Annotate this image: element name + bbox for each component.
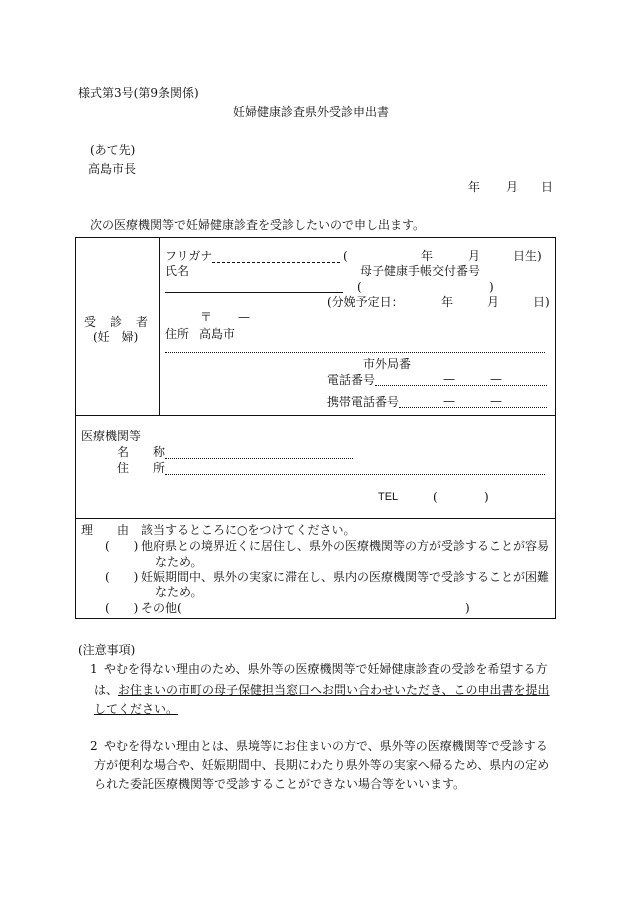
institution-name-label: 名 称 [117,445,166,459]
institution-tel-label: TEL [378,491,399,503]
reason-option-3-text: その他( [141,601,182,615]
address-field[interactable] [165,352,545,353]
section-divider-2 [76,518,555,519]
reason-label: 理 由 [81,523,130,537]
institution-name-field[interactable] [165,458,353,459]
mobile-label: 携帯電話番号 [327,395,400,409]
reason-option-1-checkbox[interactable]: ( ) [105,539,139,553]
note-2-line-1: やむを得ない理由とは、県境等にお住まいの方で、県外等の医療機関等で受診する [104,739,548,753]
date-year[interactable]: 年 [468,180,481,194]
due-date-label: (分娩予定日： [327,295,404,309]
note-1-line-2-underlined: お住まいの市町の母子保健担当窓口へお問い合わせいただき、この申出書を提出 [118,683,550,697]
applicant-section-sublabel: (妊 婦) [93,330,139,344]
mobile-field[interactable] [399,407,547,408]
note-2-line-3: られた委託医療機関等で受診することができない場合等をいいます。 [94,777,466,791]
form-title: 妊婦健康診査県外受診申出書 [233,105,390,119]
applicant-label-divider [159,238,160,416]
birth-day[interactable]: 日生) [513,249,542,263]
form-number: 様式第3号(第9条関係) [78,86,199,100]
date-month[interactable]: 月 [506,180,519,194]
note-2-number: 2 [90,739,98,753]
due-month[interactable]: 月 [487,295,500,309]
tel-paren-close: ) [484,490,489,504]
tel-paren-open[interactable]: ( [433,490,438,504]
handbook-number-label: 母子健康手帳交付番号 [360,264,481,278]
postal-mark-icon: 〒 [200,310,213,324]
form-box [75,237,556,619]
mobile-dash-1: — [443,394,455,408]
address-city: 高島市 [199,327,236,341]
reason-instruction: 該当するところに○をつけてください。 [141,523,356,537]
birth-year[interactable]: 年 [421,249,434,263]
addressee-label: (あて先) [90,143,136,157]
institution-heading: 医療機関等 [81,429,142,443]
intro-text: 次の医療機関等で妊婦健康診査を受診したいので申し出ます。 [90,218,426,232]
reason-option-1-text: 他府県との境界近くに居住し、県外の医療機関等の方が受診することが容易 [141,539,550,553]
due-day[interactable]: 日) [533,295,550,309]
reason-option-1-text-cont: なため。 [155,555,203,569]
phone-dash-1: — [443,372,455,386]
birth-month[interactable]: 月 [468,249,481,263]
institution-address-label: 住 所 [117,461,166,475]
due-year[interactable]: 年 [441,295,454,309]
section-divider-1 [76,415,555,416]
address-label: 住所 [165,327,190,341]
note-1-number: 1 [90,662,98,676]
furigana-label: フリガナ [165,249,213,263]
birth-open: ( [343,249,348,263]
note-1-line-3-underlined: してください。 [94,702,179,716]
handbook-paren-close: ) [489,280,494,294]
mobile-dash-2: — [490,394,502,408]
handbook-paren-open: ( [357,280,362,294]
note-1-line-1: やむを得ない理由のため、県外等の医療機関等で妊婦健康診査の受診を希望する方 [104,662,548,676]
reason-option-2-text-cont: なため。 [155,585,203,599]
applicant-section-label: 受 診 者 [84,315,150,329]
phone-field[interactable] [375,385,547,386]
notes-heading: (注意事項) [78,643,136,657]
area-code-label: 市外局番 [363,357,412,371]
reason-option-2-checkbox[interactable]: ( ) [105,570,139,584]
reason-option-3-close: ) [465,601,470,615]
note-2-line-2: 方が便利な場合や、妊娠期間中、長期にわたり県外等の実家へ帰るため、県内の定め [94,758,550,772]
postal-dash: — [238,310,250,324]
phone-label: 電話番号 [327,373,376,387]
addressee: 高島市長 [88,162,137,176]
note-1-line-2-prefix: は、 [94,683,119,697]
reason-option-2-text: 妊娠期間中、県外の実家に滞在し、県内の医療機関等で受診することが困難 [141,570,550,584]
reason-option-3-checkbox[interactable]: ( ) [105,601,139,615]
date-day[interactable]: 日 [541,180,554,194]
institution-address-field[interactable] [165,474,545,475]
name-field[interactable] [165,292,343,293]
furigana-field[interactable] [212,262,340,263]
phone-dash-2: — [490,372,502,386]
name-label: 氏名 [165,264,190,278]
